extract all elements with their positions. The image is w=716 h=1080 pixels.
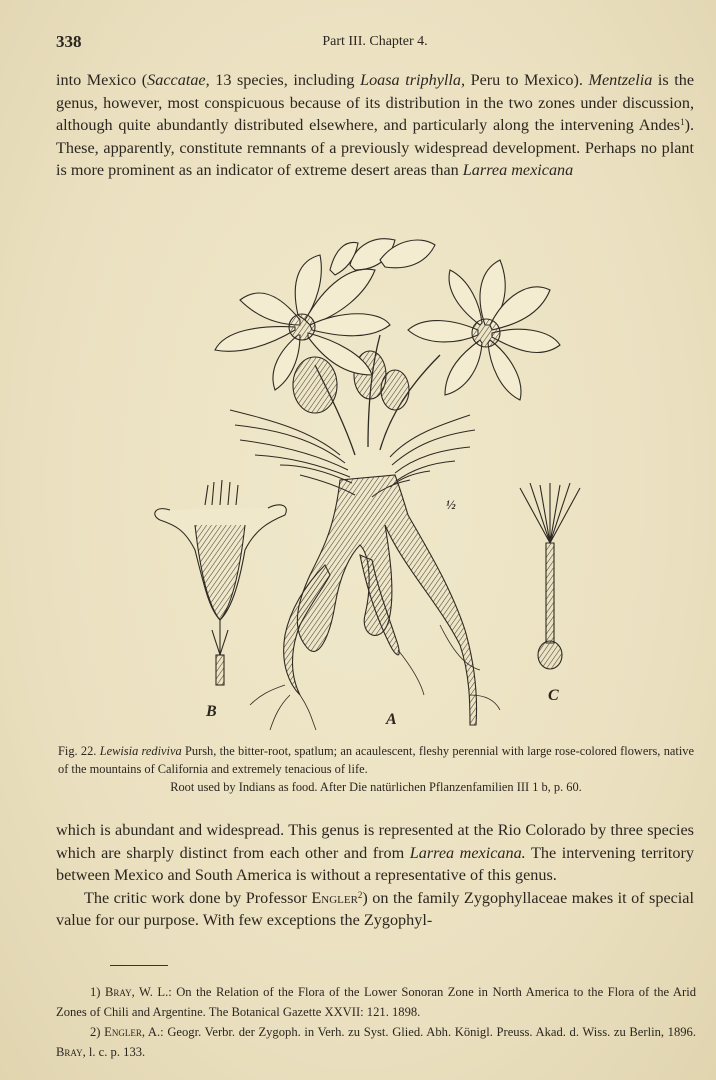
figure-caption bbox=[58, 742, 694, 796]
footnote-ref-2[interactable]: 2 bbox=[357, 889, 363, 900]
footnote-text: , l. c. p. 133. bbox=[82, 1045, 146, 1059]
caption-text: Pursh, the bitter-root, spatlum; an acaulescent, fleshy perennial with large rose-colored flowers, native of the mountains of California and extremely tenacious of life. bbox=[58, 744, 694, 776]
text-run: The intervening territory between Mexico and South America is without a representative of this genus. bbox=[56, 843, 694, 885]
italic-run: Larrea mexicana. bbox=[409, 843, 526, 862]
footnote-rule bbox=[110, 965, 168, 966]
text-run: into Mexico ( bbox=[56, 71, 148, 89]
caption-fig-number: Fig. 22. bbox=[58, 744, 97, 758]
text-run: ) on the family Zygophyllaceae makes it of special value for our purpose. With few exceptions the Zygophyl- bbox=[56, 888, 694, 930]
page-header bbox=[56, 32, 694, 56]
running-title: Part III. Chapter 4. bbox=[322, 34, 428, 49]
plant-a bbox=[215, 239, 560, 730]
italic-run: Saccatae, bbox=[147, 71, 210, 89]
footnote-ref-1[interactable]: 1 bbox=[680, 117, 685, 128]
italic-run: Loasa triphylla, bbox=[360, 71, 466, 89]
caption-last-line: Root used by Indians as food. After Die natürlichen Pflanzenfamilien III 1 b, p. 60. bbox=[170, 780, 582, 794]
text-run: ). These, apparently, constitute remnants of a previously widespread development. Perhaps no plant is more prominent as an indicator of extreme desert areas than bbox=[56, 116, 694, 180]
text-run: The critic work done by Professor bbox=[84, 888, 312, 907]
footnote-text: , W. L.: On the Relation of the Flora of the Lower Sonoran Zone in North America to the Flora of the Arid Zones of Chili and Argentine. The Botanical Gazette XXVII: 121. 1898. bbox=[56, 985, 697, 1019]
paragraph-1 bbox=[56, 69, 694, 182]
footnote-1 bbox=[56, 982, 696, 1022]
figure-label-c: C bbox=[548, 687, 559, 704]
footnote-author: Bray bbox=[105, 985, 132, 999]
footnote-2 bbox=[56, 1022, 696, 1062]
footnotes bbox=[56, 982, 696, 1062]
botanical-illustration bbox=[140, 225, 610, 740]
paragraph-3 bbox=[56, 887, 694, 932]
footnote-text: , A.: Geogr. Verbr. der Zygoph. in Verh. zu Syst. Glied. Abh. Königl. Preuss. Akad. d. Wiss. zu Berlin, 1896. bbox=[141, 1025, 697, 1039]
text-run: is the genus, however, most conspicuous because of its distribution in the two zones under discussion, although quite abundantly distributed elsewhere, and particularly along the intervening Andes bbox=[56, 71, 695, 135]
text-run: which is abundant and widespread. This genus is represented at the Rio Colorado by three species which are sharply distinct from each other and from bbox=[56, 821, 694, 862]
caption-species: Lewisia rediviva bbox=[99, 744, 182, 758]
footnote-mark: 2) bbox=[90, 1025, 105, 1039]
footnote-author: Bray bbox=[56, 1045, 83, 1059]
italic-run: Mentzelia bbox=[588, 71, 653, 89]
figure-label-b: B bbox=[206, 703, 217, 720]
flower-section-b bbox=[155, 480, 287, 685]
figure-label-a: A bbox=[386, 711, 397, 728]
page-number: 338 bbox=[56, 32, 82, 51]
text-run: 13 species, including bbox=[209, 71, 361, 89]
paragraph-2 bbox=[56, 819, 694, 932]
flower-top bbox=[330, 239, 435, 275]
scale-label: ½ bbox=[446, 497, 456, 512]
footnote-mark: 1) bbox=[90, 985, 105, 999]
italic-run: Larrea mexicana bbox=[462, 161, 574, 180]
lewisia-drawing bbox=[140, 225, 610, 740]
flower-right bbox=[408, 260, 560, 400]
pistil-c bbox=[520, 483, 580, 669]
small-caps-run: Engler bbox=[311, 888, 358, 907]
footnote-author: Engler bbox=[104, 1025, 142, 1039]
text-run: Peru to Mexico). bbox=[465, 71, 589, 89]
